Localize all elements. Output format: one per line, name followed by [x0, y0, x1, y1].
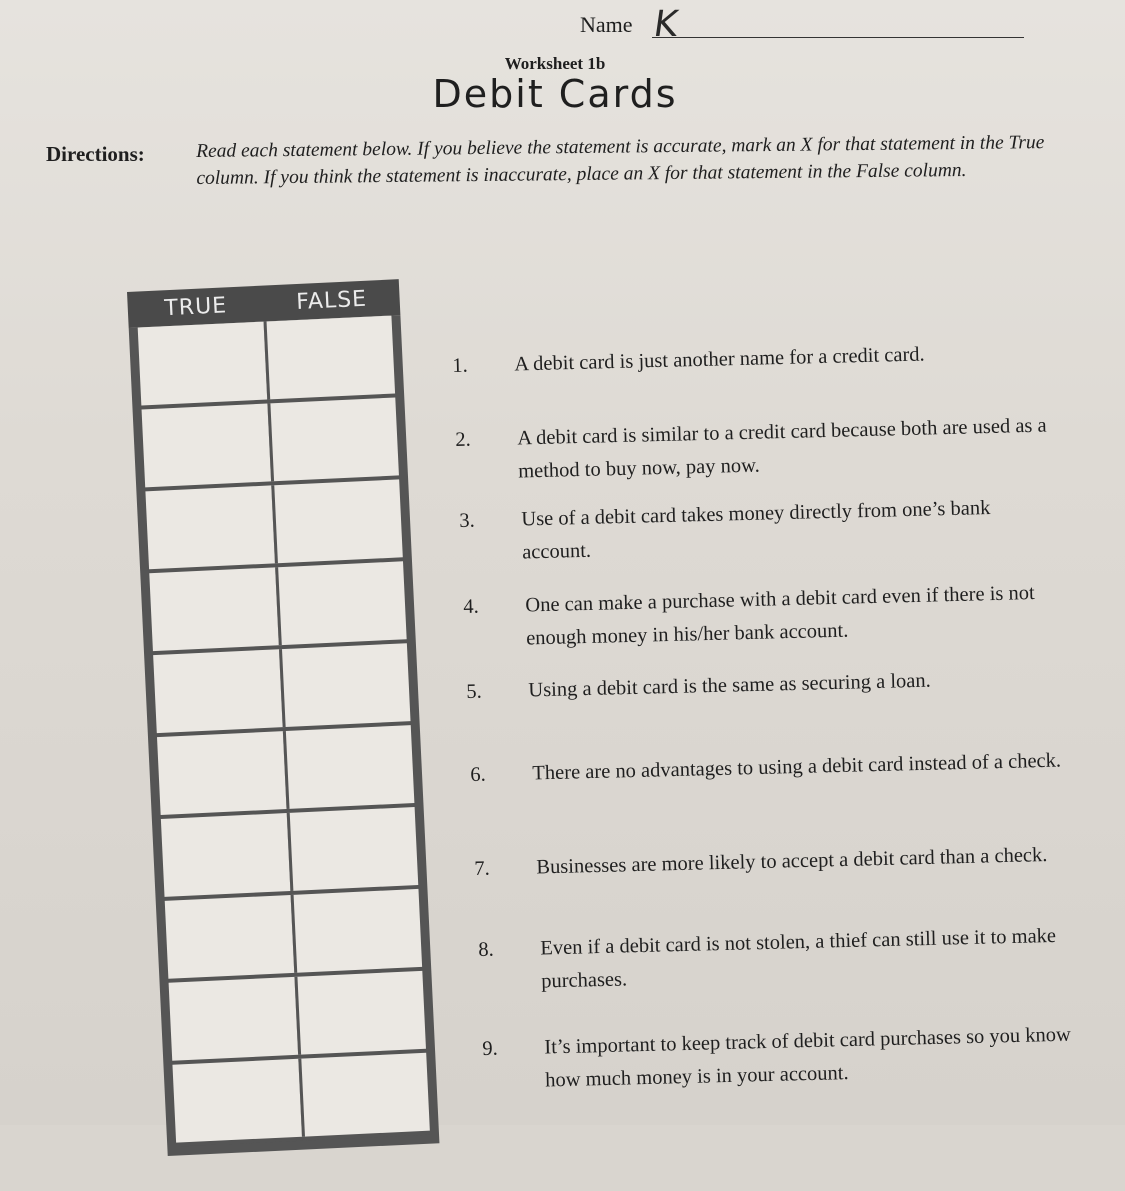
- false-answer-cell[interactable]: [263, 316, 395, 400]
- false-answer-cell[interactable]: [267, 397, 399, 481]
- question-number: 7.: [474, 857, 491, 880]
- name-label: Name: [580, 12, 633, 37]
- false-answer-cell[interactable]: [275, 561, 407, 645]
- answer-row: [161, 807, 419, 901]
- false-answer-cell[interactable]: [294, 971, 426, 1055]
- question-number: 4.: [463, 595, 480, 618]
- page-title: Debit Cards: [432, 72, 678, 116]
- answer-row: [172, 1053, 430, 1147]
- true-answer-cell[interactable]: [165, 895, 294, 979]
- false-answer-cell[interactable]: [282, 725, 414, 809]
- answer-row: [149, 561, 407, 655]
- false-answer-cell[interactable]: [298, 1053, 430, 1137]
- false-answer-cell[interactable]: [290, 889, 422, 973]
- question-text: Use of a debit card takes money directly from one’s bank account.: [521, 497, 991, 564]
- question-text: A debit card is similar to a credit card because both are used as a method to buy now, pay now.: [517, 414, 1047, 483]
- true-answer-cell[interactable]: [172, 1059, 301, 1143]
- true-answer-cell[interactable]: [142, 404, 271, 488]
- false-answer-cell[interactable]: [286, 807, 418, 891]
- true-answer-cell[interactable]: [157, 731, 286, 815]
- false-column-header: FALSE: [295, 286, 368, 315]
- answer-row: [169, 971, 427, 1065]
- answer-row: [145, 479, 403, 573]
- answer-table-body: [129, 315, 440, 1156]
- question-text: Using a debit card is the same as securing a loan.: [528, 669, 932, 702]
- answer-row: [142, 397, 400, 491]
- answer-row: [165, 889, 423, 983]
- question-text: There are no advantages to using a debit card instead of a check.: [532, 749, 1062, 785]
- answer-row: [138, 316, 396, 410]
- question-number: 6.: [470, 763, 487, 786]
- true-column-header: TRUE: [163, 292, 228, 321]
- true-answer-cell[interactable]: [161, 813, 290, 897]
- question-text: Businesses are more likely to accept a debit card than a check.: [536, 843, 1048, 879]
- question-text: It’s important to keep track of debit card purchases so you know how much money is in your account.: [544, 1023, 1072, 1092]
- question-number: 2.: [455, 428, 472, 451]
- true-answer-cell[interactable]: [149, 567, 278, 651]
- name-field-line: [652, 37, 1024, 38]
- directions-text: Read each statement below. If you believe the statement is accurate, mark an X for that statement in the True column. If you think the statement is inaccurate, place an X for that statement in the False column.: [196, 132, 1045, 189]
- true-answer-cell[interactable]: [153, 649, 282, 733]
- question-number: 3.: [459, 509, 476, 532]
- directions-label: Directions:: [46, 142, 145, 166]
- true-answer-cell[interactable]: [138, 322, 267, 406]
- false-answer-cell[interactable]: [278, 643, 410, 727]
- answer-row: [157, 725, 415, 819]
- question-number: 8.: [478, 938, 495, 961]
- question-text: One can make a purchase with a debit card even if there is not enough money in his/her bank account.: [525, 582, 1035, 650]
- question-text: Even if a debit card is not stolen, a thief can still use it to make purchases.: [540, 924, 1057, 993]
- question-text: A debit card is just another name for a credit card.: [514, 343, 925, 376]
- question-number: 9.: [482, 1037, 499, 1060]
- question-number: 5.: [466, 680, 483, 703]
- question-number: 1.: [452, 354, 469, 377]
- false-answer-cell[interactable]: [271, 479, 403, 563]
- true-answer-cell[interactable]: [169, 977, 298, 1061]
- worksheet-label: Worksheet 1b: [504, 54, 606, 73]
- name-handwritten-value: K: [651, 4, 681, 45]
- true-false-answer-table: [127, 279, 441, 1191]
- true-answer-cell[interactable]: [145, 485, 274, 569]
- answer-row: [153, 643, 411, 737]
